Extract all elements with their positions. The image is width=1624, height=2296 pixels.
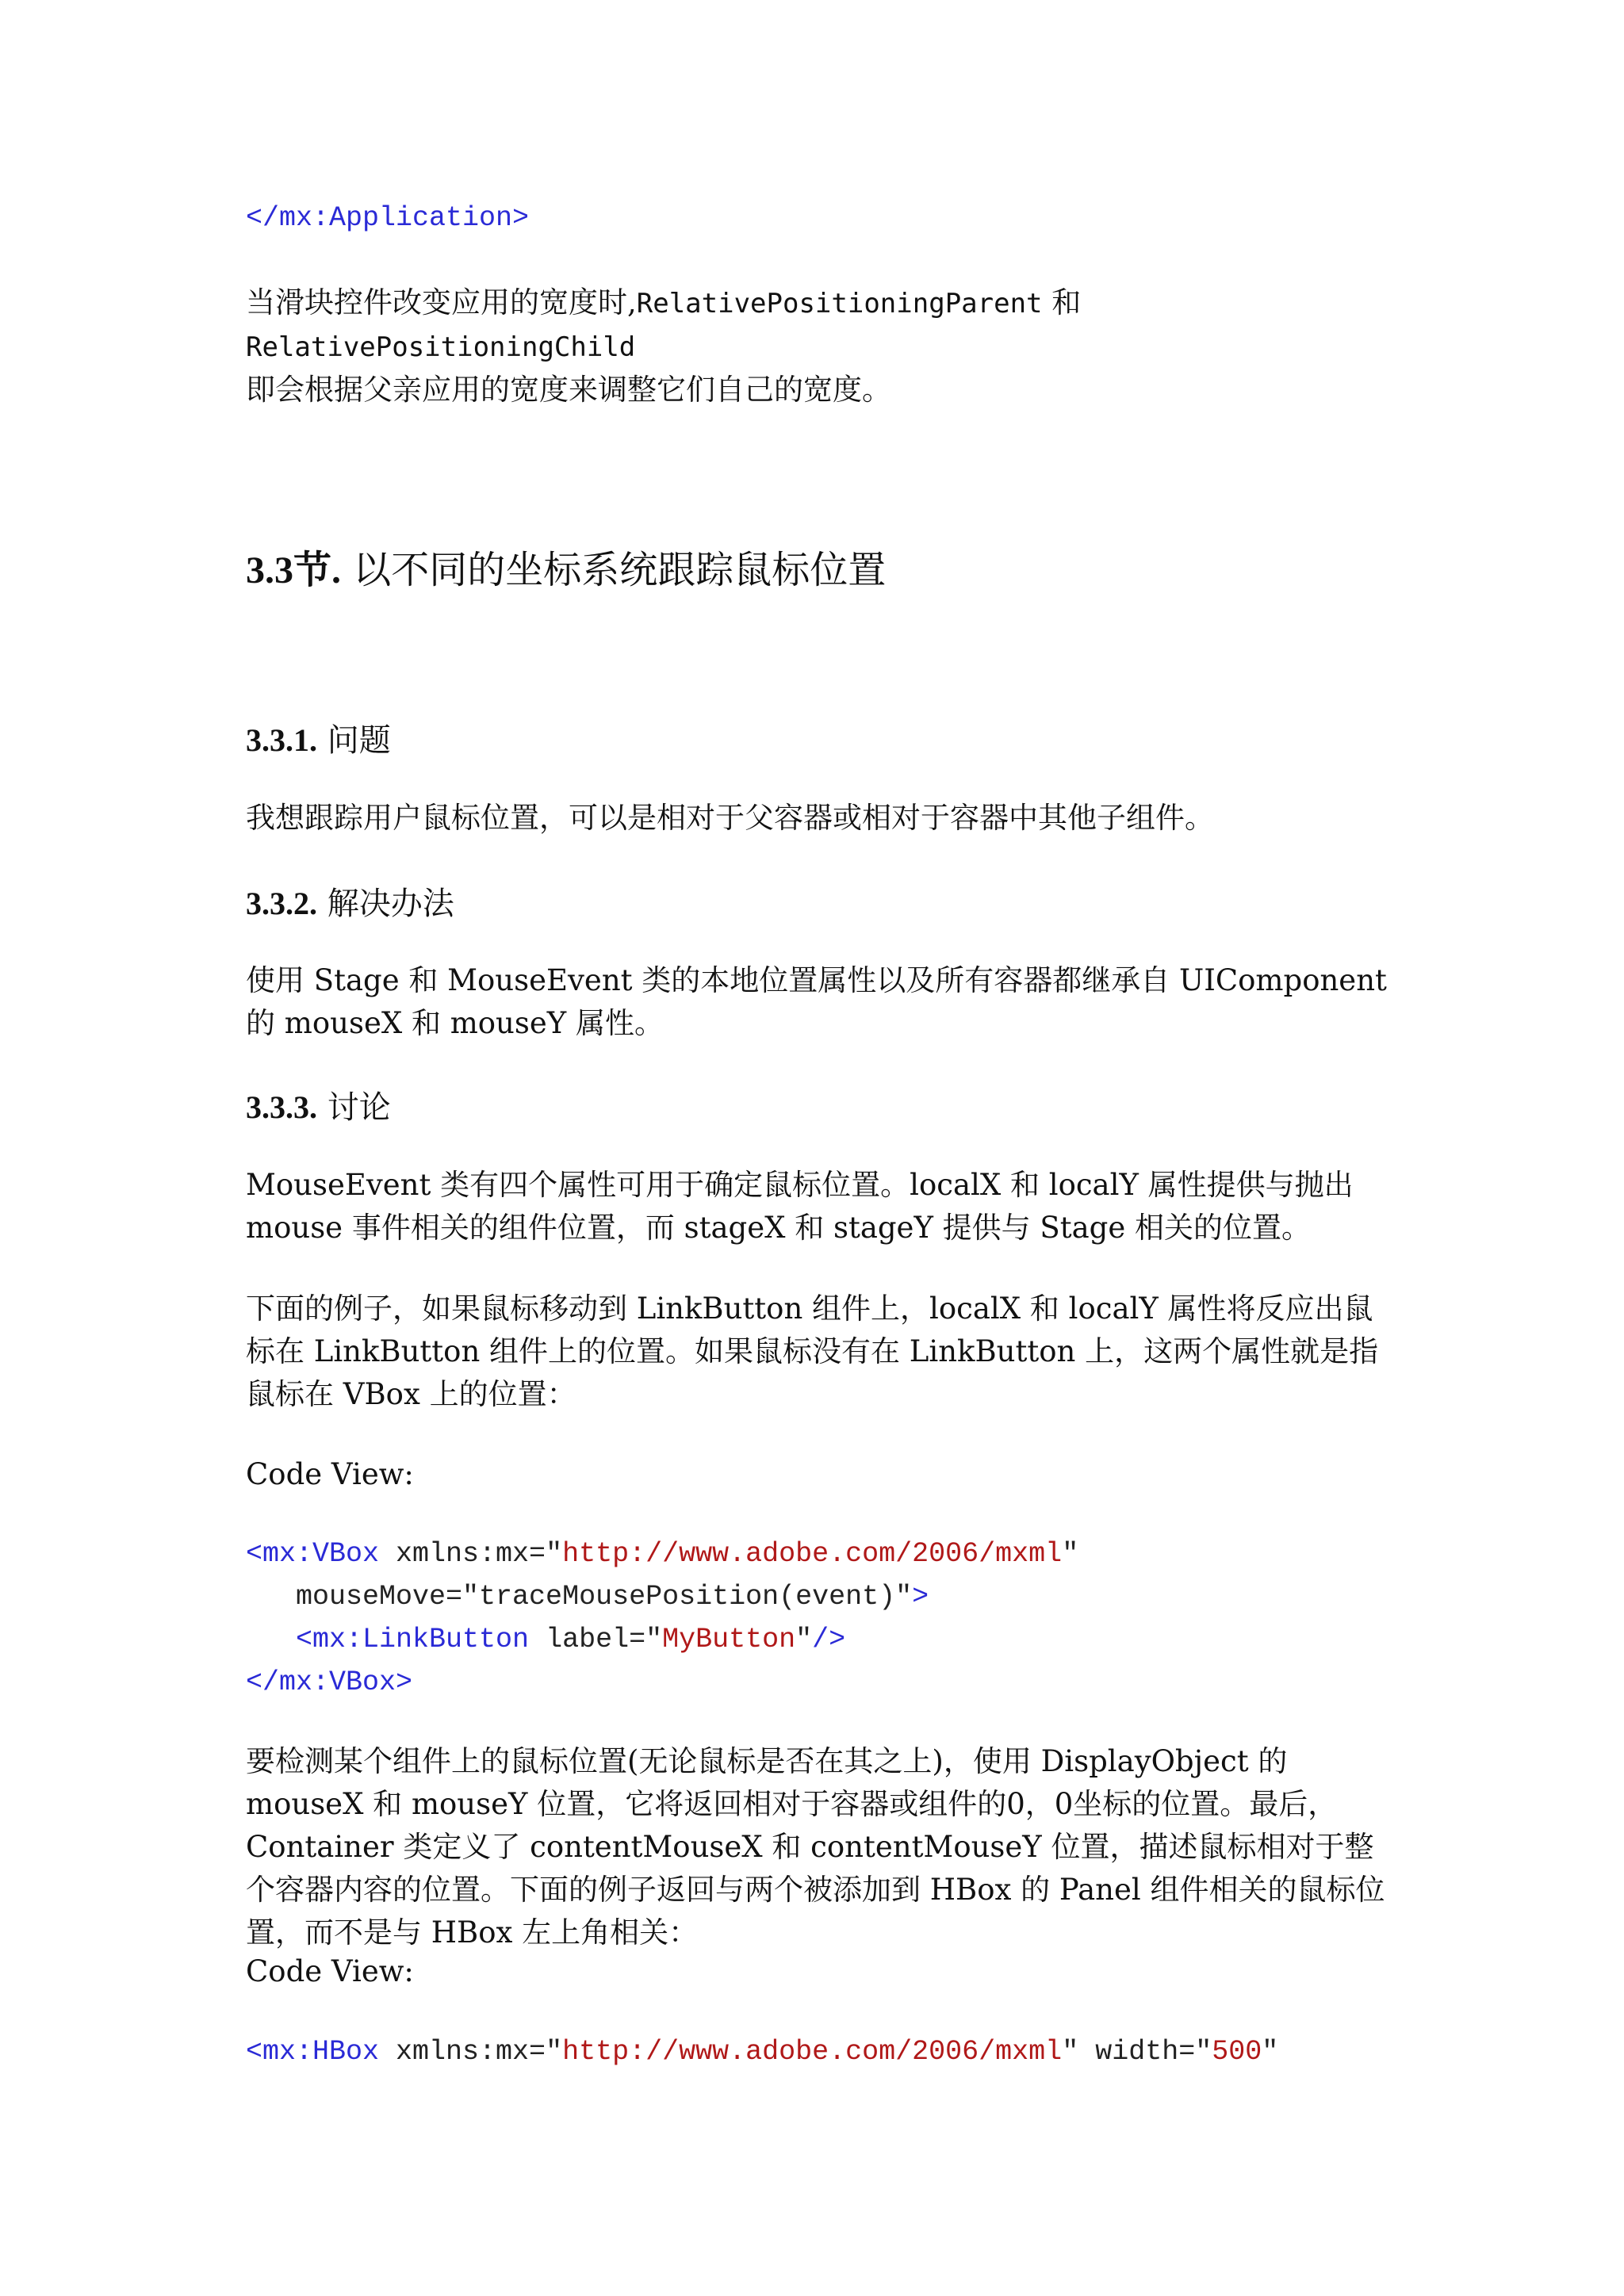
code-term: RelativePositioningParent	[636, 288, 1043, 320]
subsection-heading-solution: 3.3.2. 解决办法	[246, 886, 454, 922]
solution-paragraph: 使用 Stage 和 MouseEvent 类的本地位置属性以及所有容器都继承自 UIComponent 的 mouseX 和 mouseY 属性。	[246, 963, 1387, 1040]
discussion-paragraph-3: 要检测某个组件上的鼠标位置(无论鼠标是否在其之上)，使用 DisplayObject 的 mouseX 和 mouseY 位置，它将返回相对于容器或组件的0，0坐标的位置。最后，Container 类定义了 contentMouseX 和 contentMouseY 位置，描述鼠标相对于整个容器内容的位置。下面的例子返回与两个被添加到 HBox 的 Panel 组件相关的鼠标位置，而不是与 HBox 左上角相关：	[246, 1744, 1385, 1950]
code-view-label: Code View:	[246, 1954, 414, 1988]
code-view-label: Code View:	[246, 1457, 414, 1491]
section-heading: 3.3节. 以不同的坐标系统跟踪鼠标位置	[246, 548, 887, 592]
code-block-vbox	[246, 1533, 1388, 1704]
code-line: mouseMove="traceMousePosition(event)">	[246, 1581, 929, 1613]
discussion-paragraph-1: MouseEvent 类有四个属性可用于确定鼠标位置。localX 和 localY 属性提供与抛出 mouse 事件相关的组件位置，而 stageX 和 stageY 提供与 Stage 相关的位置。	[246, 1168, 1354, 1245]
subsection-heading-problem: 3.3.1. 问题	[246, 722, 391, 759]
code-closing-application	[246, 197, 1388, 239]
subsection-heading-discussion: 3.3.3. 讨论	[246, 1089, 391, 1126]
discussion-paragraph-2: 下面的例子，如果鼠标移动到 LinkButton 组件上，localX 和 localY 属性将反应出鼠标在 LinkButton 组件上的位置。如果鼠标没有在 LinkButton 上，这两个属性就是指鼠标在 VBox 上的位置：	[246, 1292, 1379, 1411]
code-line: <mx:VBox xmlns:mx="http://www.adobe.com/2006/mxml"	[246, 1538, 1079, 1570]
intro-paragraph: 当滑块控件改变应用的宽度时,RelativePositioningParent 和 RelativePositioningChild 即会根据父亲应用的宽度来调整它们自己的宽度。	[246, 285, 1082, 407]
code-line: <mx:HBox xmlns:mx="http://www.adobe.com/2006/mxml" width="500"	[246, 2036, 1279, 2068]
code-line: <mx:LinkButton label="MyButton"/>	[246, 1624, 846, 1655]
xml-tag: </mx:Application>	[246, 202, 530, 234]
code-line: </mx:VBox>	[246, 1667, 413, 1698]
code-term: RelativePositioningChild	[246, 331, 636, 363]
code-block-hbox	[246, 2030, 1388, 2073]
problem-paragraph: 我想跟踪用户鼠标位置，可以是相对于父容器或相对于容器中其他子组件。	[246, 801, 1214, 835]
